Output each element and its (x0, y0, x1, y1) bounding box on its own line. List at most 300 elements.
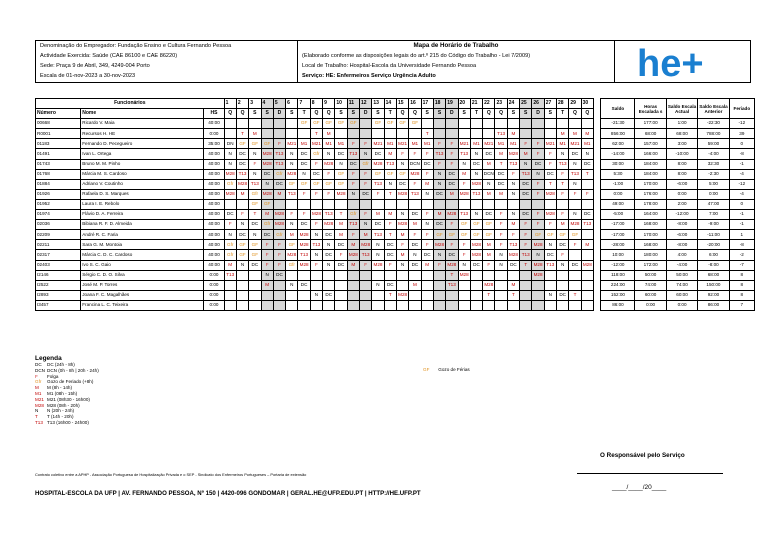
weekday-header: S (335, 109, 347, 119)
shift-cell: N (360, 220, 372, 230)
shift-cell: DC (557, 240, 569, 250)
gap-cell (593, 189, 601, 199)
shift-cell: N (310, 290, 322, 300)
shift-cell (384, 199, 396, 209)
saldo-value: 0:00 (601, 189, 635, 199)
shift-cell: F (347, 169, 359, 179)
shift-cell (323, 280, 335, 290)
shift-cell: DC (384, 280, 396, 290)
shift-cell (470, 300, 482, 310)
shift-cell (569, 199, 581, 209)
shift-cell (483, 270, 495, 280)
day-header: 16 (409, 99, 421, 109)
shift-cell: N (372, 250, 384, 260)
feriado-value: -7 (729, 260, 754, 270)
weekly-hours: 40:00 (204, 189, 224, 199)
shift-cell: M28 (507, 149, 519, 159)
saldo-value: 856:00 (601, 129, 635, 139)
shift-cell: DC (261, 169, 273, 179)
escala-atual-value: -6:00 (666, 230, 697, 240)
shift-cell: T13 (286, 189, 298, 199)
shift-cell: GF (470, 220, 482, 230)
shift-cell: M28 (532, 270, 544, 280)
shift-cell: M28 (261, 149, 273, 159)
escala-atual-value: 68:00 (666, 129, 697, 139)
shift-cell: GF (458, 230, 470, 240)
weekday-header: S (286, 109, 298, 119)
shift-cell: N (458, 260, 470, 270)
weekday-header: T (298, 109, 310, 119)
shift-cell: F (483, 260, 495, 270)
shift-cell (286, 290, 298, 300)
shift-cell: F (335, 250, 347, 260)
shift-cell: M28 (286, 169, 298, 179)
shift-cell (557, 270, 569, 280)
shift-cell: N (224, 149, 236, 159)
shift-cell (458, 300, 470, 310)
shift-cell (557, 199, 569, 209)
employee-row (36, 230, 755, 240)
weekday-header: Q (224, 109, 236, 119)
shift-cell: DC (335, 260, 347, 270)
numero-header: Número (36, 109, 81, 119)
escala-atual-value: 2:00 (666, 199, 697, 209)
shift-cell (236, 300, 248, 310)
shift-cell: M28 (532, 240, 544, 250)
shift-cell (360, 199, 372, 209)
legend-code: M28 (35, 402, 44, 408)
shift-cell: F (360, 139, 372, 149)
shift-cell: M28 (458, 189, 470, 199)
feriado-value: 0 (729, 199, 754, 209)
escala-anterior-value: 86:00 (698, 300, 729, 310)
saldo-value: -5:00 (601, 210, 635, 220)
shift-cell: M (286, 230, 298, 240)
shift-cell: F (384, 260, 396, 270)
shift-cell: M28 (224, 189, 236, 199)
feriado-value: -2 (729, 250, 754, 260)
shift-cell: M28 (298, 230, 310, 240)
shift-cell: DC (569, 260, 581, 270)
shift-cell: M1 (384, 139, 396, 149)
shift-cell (507, 270, 519, 280)
shift-cell: GF (286, 240, 298, 250)
shift-cell (557, 119, 569, 129)
shift-cell: DC (335, 149, 347, 159)
shift-cell: M (249, 129, 261, 139)
shift-cell: GF (286, 179, 298, 189)
shift-cell (310, 300, 322, 310)
employee-number: 02317 (36, 250, 81, 260)
shift-cell: F (372, 189, 384, 199)
shift-cell: N (433, 179, 445, 189)
day-header: 5 (273, 99, 285, 109)
shift-cell (286, 129, 298, 139)
shift-cell (396, 199, 408, 209)
shift-cell: N (298, 169, 310, 179)
map-title: Mapa de Horário de Trabalho (413, 42, 499, 49)
shift-cell: F (495, 220, 507, 230)
shift-cell (569, 119, 581, 129)
shift-cell: Gfr (224, 250, 236, 260)
escala-atual-value: 1:00 (666, 119, 697, 129)
shift-cell (532, 129, 544, 139)
shift-cell: M (273, 189, 285, 199)
shift-cell (569, 250, 581, 260)
shift-cell: M (335, 220, 347, 230)
employee-number: 01743 (36, 159, 81, 169)
shift-cell: F (384, 220, 396, 230)
shift-cell (581, 300, 593, 310)
weekday-header: T (557, 109, 569, 119)
shift-cell (347, 280, 359, 290)
legend-code: F (35, 373, 38, 379)
shift-cell (335, 199, 347, 209)
shift-cell: N (507, 210, 519, 220)
employee-number: I2146 (36, 270, 81, 280)
shift-cell: M (236, 189, 248, 199)
day-header: 17 (421, 99, 433, 109)
shift-cell: T (446, 270, 458, 280)
employee-number: 01952 (36, 199, 81, 209)
shift-cell (581, 179, 593, 189)
shift-cell (532, 119, 544, 129)
employee-name: José M. P. Torres (81, 280, 204, 290)
day-header: 1 (224, 99, 236, 109)
shift-cell: F (458, 179, 470, 189)
shift-cell (557, 300, 569, 310)
horas-value: 184:00 (635, 159, 666, 169)
shift-cell: T13 (372, 230, 384, 240)
horas-value: 170:00 (635, 230, 666, 240)
shift-cell: T13 (347, 149, 359, 159)
shift-cell (532, 199, 544, 209)
horas-value: 74:00 (635, 280, 666, 290)
shift-cell: F (360, 179, 372, 189)
shift-cell: DC (409, 260, 421, 270)
shift-cell: M (384, 210, 396, 220)
shift-cell: M28 (433, 240, 445, 250)
shift-cell: M (421, 179, 433, 189)
shift-cell: M28 (224, 169, 236, 179)
shift-cell (507, 119, 519, 129)
weekday-header: D (532, 109, 544, 119)
gap-cell (593, 149, 601, 159)
weekly-hours: 0:00 (204, 129, 224, 139)
employee-number: 02036 (36, 220, 81, 230)
shift-cell: F (544, 149, 556, 159)
shift-cell (261, 290, 273, 300)
horas-value: 50:00 (635, 270, 666, 280)
feriado-value: -4 (729, 189, 754, 199)
legend-desc: M1 (08h - 15h) (47, 390, 78, 396)
shift-cell (433, 119, 445, 129)
shift-cell: F (520, 139, 532, 149)
shift-cell: F (557, 250, 569, 260)
shift-cell: DCN (483, 169, 495, 179)
escala-anterior-value: 150:00 (698, 280, 729, 290)
shift-cell: F (532, 189, 544, 199)
shift-cell (236, 270, 248, 280)
shift-cell: M (557, 129, 569, 139)
shift-cell: N (286, 149, 298, 159)
shift-cell: N (470, 149, 482, 159)
shift-cell: F (421, 149, 433, 159)
shift-cell: M1 (495, 139, 507, 149)
legend-code: T (35, 414, 38, 420)
employee-name: Rafaela D. S. Marques (81, 189, 204, 199)
shift-cell: M28 (396, 189, 408, 199)
weekly-hours: 40:00 (204, 149, 224, 159)
legend (35, 355, 235, 426)
shift-cell: T13 (507, 240, 519, 250)
shift-cell: M28 (446, 260, 458, 270)
shift-cell (495, 290, 507, 300)
shift-cell: T13 (495, 129, 507, 139)
shift-cell: GF (249, 240, 261, 250)
shift-cell (384, 129, 396, 139)
weekday-header: S (261, 109, 273, 119)
weekly-hours: 40:00 (204, 240, 224, 250)
employee-name: Francina L. C. Teixeira (81, 300, 204, 310)
gap-cell (593, 270, 601, 280)
shift-cell: GF (396, 119, 408, 129)
shift-cell (249, 290, 261, 300)
escala-atual-value: -8:00 (666, 240, 697, 250)
shift-cell: F (458, 250, 470, 260)
gap-cell (593, 210, 601, 220)
shift-cell: T13 (360, 250, 372, 260)
shift-cell (520, 280, 532, 290)
shift-cell: T13 (544, 260, 556, 270)
shift-cell: N (544, 290, 556, 300)
shift-cell: M21 (544, 139, 556, 149)
shift-cell (310, 280, 322, 290)
shift-cell (483, 129, 495, 139)
employee-number: 02211 (36, 240, 81, 250)
shift-cell (544, 119, 556, 129)
collective-agreement-note: Contrato coletivo entre a APHP - Associação Portuguesa de Hospitalização Privada e o SEP - Sindicato dos Enfermeiros Portugueses – Portaria de extensão (35, 472, 307, 477)
date-line: ____/____/20____ (612, 484, 667, 491)
shift-cell (298, 199, 310, 209)
shift-cell: F (360, 210, 372, 220)
feriado-header: Feriado (729, 99, 754, 119)
shift-cell (409, 300, 421, 310)
signature-line (577, 473, 723, 474)
employee-row (36, 169, 755, 179)
shift-cell (458, 290, 470, 300)
shift-cell: M (360, 230, 372, 240)
shift-cell: GF (335, 169, 347, 179)
shift-cell: T13 (557, 159, 569, 169)
employer-name: Denominação do Empregador: Fundação Ensino e Cultura Fernando Pessoa (40, 43, 232, 49)
shift-cell: M21 (483, 139, 495, 149)
day-header: 7 (298, 99, 310, 109)
shift-cell: DC (421, 159, 433, 169)
schedule-table (35, 98, 755, 311)
shift-cell: M (483, 189, 495, 199)
shift-cell: M28 (458, 270, 470, 280)
shift-cell: N (224, 230, 236, 240)
shift-cell: T13 (372, 179, 384, 189)
shift-cell: DC (273, 270, 285, 280)
shift-cell (483, 119, 495, 129)
shift-cell (372, 199, 384, 209)
shift-cell: N (249, 230, 261, 240)
shift-cell: F (532, 149, 544, 159)
shift-cell: T (310, 129, 322, 139)
shift-cell: GF (396, 169, 408, 179)
shift-cell (569, 280, 581, 290)
shift-cell: DC (483, 149, 495, 159)
shift-cell: GF (323, 119, 335, 129)
shift-cell: M (569, 129, 581, 139)
shift-cell: N (520, 159, 532, 169)
shift-cell: F (360, 169, 372, 179)
shift-cell: Gfr (224, 240, 236, 250)
shift-cell: T13 (298, 250, 310, 260)
shift-cell: N (310, 250, 322, 260)
day-header: 3 (249, 99, 261, 109)
shift-cell: M (409, 220, 421, 230)
shift-cell: F (286, 210, 298, 220)
shift-cell: DC (335, 240, 347, 250)
shift-cell (360, 119, 372, 129)
saldo-value: -17:00 (601, 220, 635, 230)
shift-cell: F (433, 159, 445, 169)
shift-cell: F (323, 169, 335, 179)
shift-cell: M1 (557, 139, 569, 149)
shift-cell: M21 (569, 139, 581, 149)
shift-cell (286, 119, 298, 129)
shift-cell (520, 270, 532, 280)
escala-anterior-value: -20:00 (698, 240, 729, 250)
weekday-header: D (446, 109, 458, 119)
legend-code: DC (35, 362, 42, 367)
feriado-value: -8 (729, 149, 754, 159)
weekly-hours: 0:00 (204, 290, 224, 300)
shift-cell: N (557, 260, 569, 270)
shift-cell: F (557, 189, 569, 199)
shift-cell: N (470, 169, 482, 179)
shift-cell (557, 280, 569, 290)
weekly-hours: 40:00 (204, 250, 224, 260)
shift-cell: F (273, 240, 285, 250)
shift-cell: F (544, 220, 556, 230)
shift-cell: F (298, 210, 310, 220)
shift-cell (532, 300, 544, 310)
escala-anterior-value: -11:00 (698, 230, 729, 240)
shift-cell (347, 270, 359, 280)
shift-cell: GF (446, 230, 458, 240)
shift-cell: N (507, 189, 519, 199)
shift-cell: F (323, 189, 335, 199)
shift-cell: M (458, 169, 470, 179)
employee-row (36, 280, 755, 290)
shift-cell (310, 199, 322, 209)
logo-cell (615, 41, 750, 82)
gap-cell (593, 199, 601, 209)
weekly-hours: 40:00 (204, 169, 224, 179)
shift-cell: M (507, 220, 519, 230)
weekday-header: Q (310, 109, 322, 119)
weekly-hours: 40:00 (204, 119, 224, 129)
shift-cell (495, 199, 507, 209)
legend-desc: Folga (47, 373, 59, 379)
shift-cell (236, 280, 248, 290)
shift-cell: F (446, 220, 458, 230)
employee-number: 01491 (36, 149, 81, 159)
escala-atual-value: 8:00 (666, 159, 697, 169)
shift-cell: T (507, 290, 519, 300)
day-header: 30 (581, 99, 593, 109)
shift-cell: F (507, 230, 519, 240)
shift-cell: GF (483, 230, 495, 240)
shift-cell (310, 270, 322, 280)
shift-cell: F (569, 240, 581, 250)
shift-cell: T13 (409, 189, 421, 199)
shift-cell: F (396, 240, 408, 250)
shift-cell (384, 270, 396, 280)
horas-value: 172:00 (635, 260, 666, 270)
shift-cell: N (286, 159, 298, 169)
shift-cell: F (446, 149, 458, 159)
shift-cell: M28 (446, 210, 458, 220)
day-header: 18 (433, 99, 445, 109)
logo-text: he+ (637, 44, 704, 82)
employee-row (36, 250, 755, 260)
shift-cell (446, 119, 458, 129)
shift-cell: M1 (470, 139, 482, 149)
weekday-header: S (544, 109, 556, 119)
shift-cell: M28 (261, 189, 273, 199)
shift-cell: M28 (544, 189, 556, 199)
weekday-header: S (520, 109, 532, 119)
gap-cell (593, 300, 601, 310)
shift-cell: Gfr (286, 260, 298, 270)
saldo-value: 30:00 (601, 159, 635, 169)
shift-cell: DC (520, 210, 532, 220)
shift-cell: DC (372, 149, 384, 159)
feriado-value: -12 (729, 119, 754, 129)
shift-cell: M (261, 280, 273, 290)
shift-cell (520, 290, 532, 300)
legend-vacation (423, 367, 470, 372)
shift-cell: M28 (360, 240, 372, 250)
shift-cell: T13 (224, 270, 236, 280)
shift-cell: F (347, 230, 359, 240)
shift-cell (347, 290, 359, 300)
shift-cell: F (532, 210, 544, 220)
shift-cell (372, 300, 384, 310)
horas-header: Horas Escalada s (635, 99, 666, 119)
shift-cell: N (261, 270, 273, 280)
shift-cell: DC (396, 179, 408, 189)
day-header: 28 (557, 99, 569, 109)
escala-anterior-value: -9:00 (698, 220, 729, 230)
shift-cell: M28 (273, 210, 285, 220)
weekly-hours: 0:00 (204, 300, 224, 310)
shift-cell (236, 199, 248, 209)
weekday-header: Q (236, 109, 248, 119)
day-header: 25 (520, 99, 532, 109)
shift-cell: M (224, 260, 236, 270)
shift-cell: T13 (581, 220, 593, 230)
shift-cell: T13 (433, 149, 445, 159)
shift-cell: N (409, 250, 421, 260)
shift-cell: DC (470, 159, 482, 169)
employee-row (36, 210, 755, 220)
